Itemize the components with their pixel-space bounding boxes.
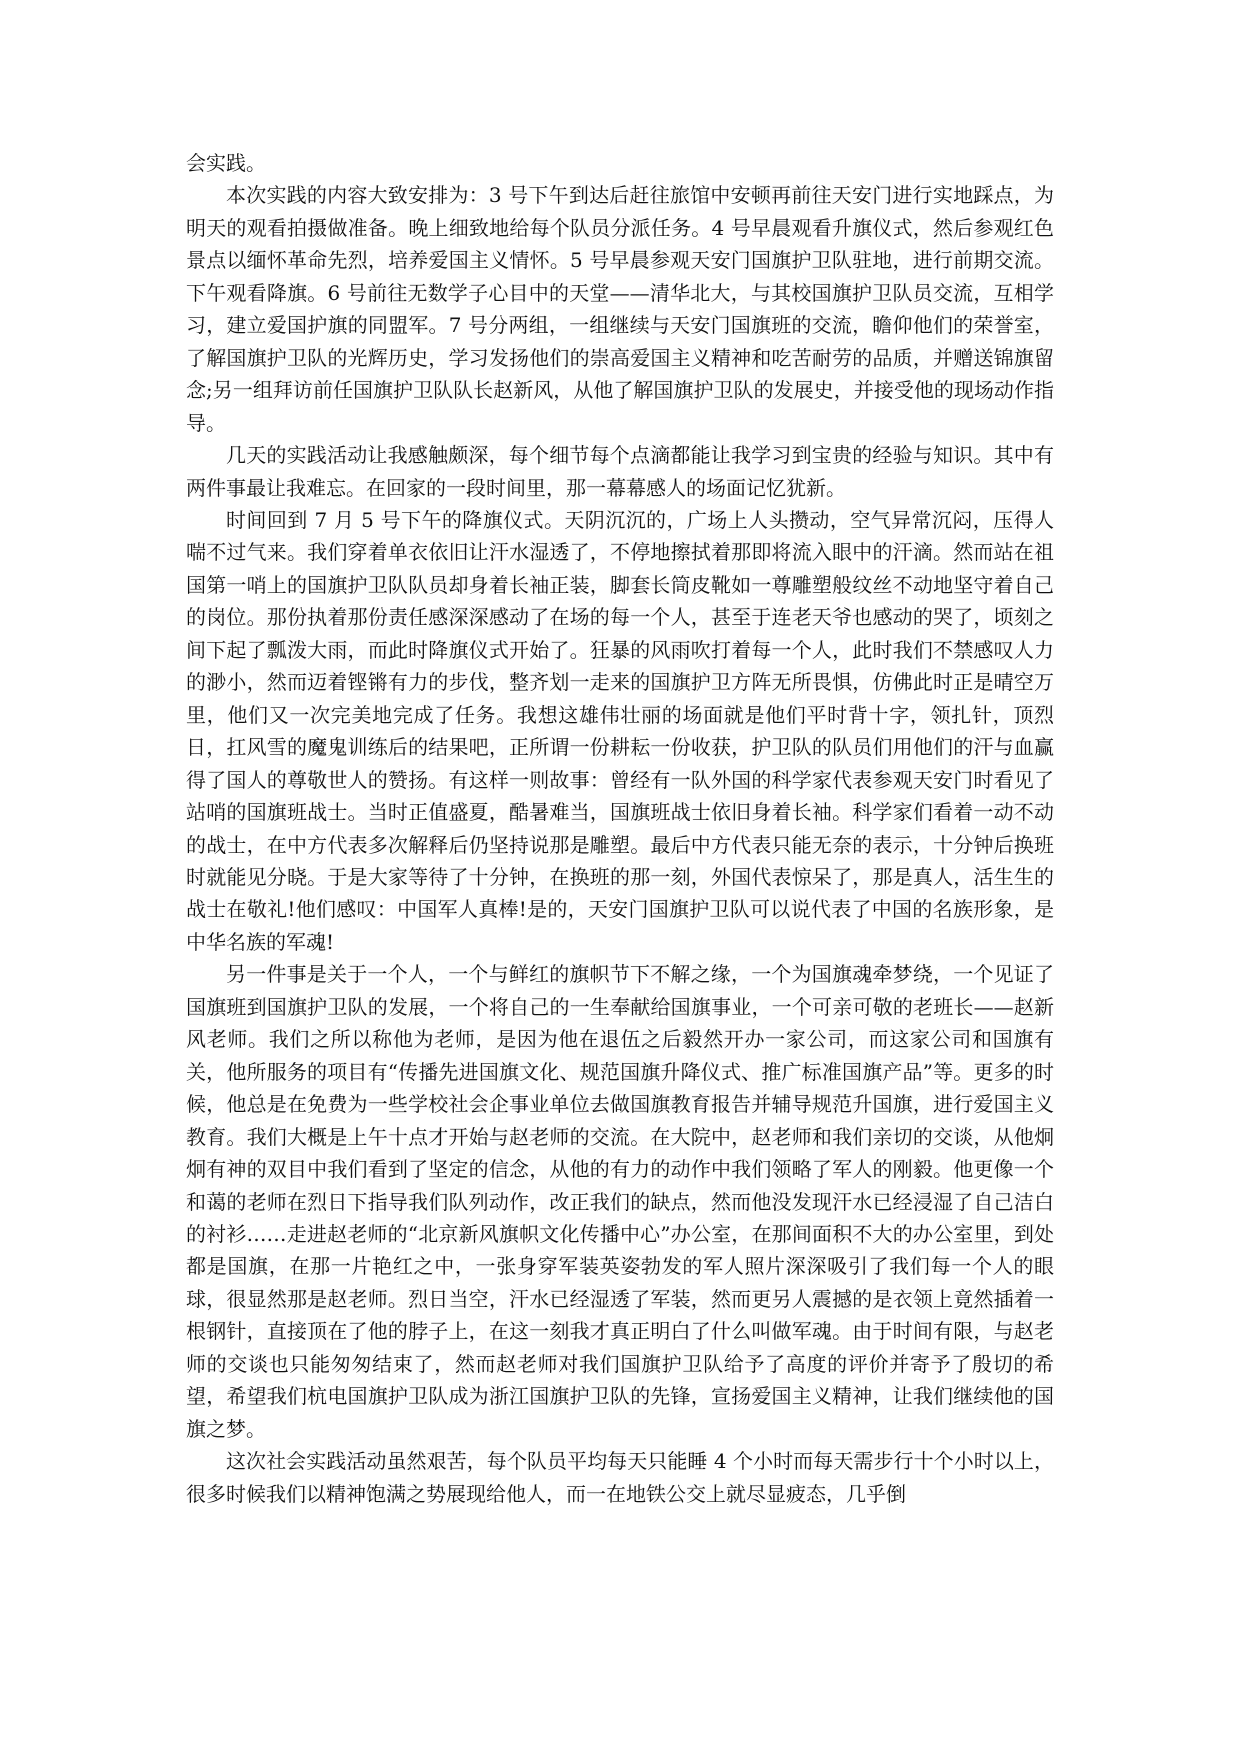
paragraph-impressions: 几天的实践活动让我感触颇深，每个细节每个点滴都能让我学习到宝贵的经验与知识。其中有两件事最让我难忘。在回家的一段时间里，那一幕幕感人的场面记忆犹新。 <box>186 443 1054 500</box>
paragraph-flag-lowering: 时间回到 7 月 5 号下午的降旗仪式。天阴沉沉的，广场上人头攒动，空气异常沉闷，压得人喘不过气来。我们穿着单衣依旧让汗水湿透了，不停地擦拭着那即将流入眼中的汗滴。然而站在祖国第一哨上的国旗护卫队队员却身着长袖正装，脚套长筒皮靴如一尊雕塑般纹丝不动地坚守着自己的岗位。那份执着那份责任感深深感动了在场的每一个人，甚至于连老天爷也感动的哭了，顷刻之间下起了瓢泼大雨，而此时降旗仪式开始了。狂暴的风雨吹打着每一个人，此时我们不禁感叹人力的渺小，然而迈着铿锵有力的步伐，整齐划一走来的国旗护卫方阵无所畏惧，仿佛此时正是晴空万里，他们又一次完美地完成了任务。我想这雄伟壮丽的场面就是他们平时背十字，领扎针，顶烈日，扛风雪的魔鬼训练后的结果吧，正所谓一份耕耘一份收获，护卫队的队员们用他们的汗与血赢得了国人的尊敬世人的赞扬。有这样一则故事：曾经有一队外国的科学家代表参观天安门时看见了站哨的国旗班战士。当时正值盛夏，酷暑难当，国旗班战士依旧身着长袖。科学家们看着一动不动的战士，在中方代表多次解释后仍坚持说那是雕塑。最后中方代表只能无奈的表示，十分钟后换班时就能见分晓。于是大家等待了十分钟，在换班的那一刻，外国代表惊呆了，那是真人，活生生的战士在敬礼!他们感叹：中国军人真棒!是的，天安门国旗护卫队可以说代表了中国的名族形象，是中华名族的军魂! <box>186 507 1054 954</box>
paragraph-continuation: 会实践。 <box>186 151 266 175</box>
paragraph-hardship: 这次社会实践活动虽然艰苦，每个队员平均每天只能睡 4 个小时而每天需步行十个小时以上，很多时候我们以精神饱满之势展现给他人，而一在地铁公交上就尽显疲态，几乎倒 <box>186 1449 1054 1506</box>
paragraph-schedule: 本次实践的内容大致安排为：3 号下午到达后赶往旅馆中安顿再前往天安门进行实地踩点，为明天的观看拍摄做准备。晚上细致地给每个队员分派任务。4 号早晨观看升旗仪式，然后参观红色景点以缅怀革命先烈，培养爱国主义情怀。5 号早晨参观天安门国旗护卫队驻地，进行前期交流。下午观看降旗。6 号前往无数学子心目中的天堂——清华北大，与其校国旗护卫队员交流，互相学习，建立爱国护旗的同盟军。7 号分两组，一组继续与天安门国旗班的交流，瞻仰他们的荣誉室，了解国旗护卫队的光辉历史，学习发扬他们的崇高爱国主义精神和吃苦耐劳的品质，并赠送锦旗留念;另一组拜访前任国旗护卫队队长赵新风，从他了解国旗护卫队的发展史，并接受他的现场动作指导。 <box>186 183 1054 435</box>
document-body <box>186 147 1054 1510</box>
paragraph-zhao-xinfeng: 另一件事是关于一个人，一个与鲜红的旗帜节下不解之缘，一个为国旗魂牵梦绕，一个见证了国旗班到国旗护卫队的发展，一个将自己的一生奉献给国旗事业，一个可亲可敬的老班长——赵新风老师。我们之所以称他为老师，是因为他在退伍之后毅然开办一家公司，而这家公司和国旗有关，他所服务的项目有“传播先进国旗文化、规范国旗升降仪式、推广标准国旗产品”等。更多的时候，他总是在免费为一些学校社会企事业单位去做国旗教育报告并辅导规范升国旗，进行爱国主义教育。我们大概是上午十点才开始与赵老师的交流。在大院中，赵老师和我们亲切的交谈，从他炯炯有神的双目中我们看到了坚定的信念，从他的有力的动作中我们领略了军人的刚毅。他更像一个和蔼的老师在烈日下指导我们队列动作，改正我们的缺点，然而他没发现汗水已经浸湿了自己洁白的衬衫……走进赵老师的“北京新风旗帜文化传播中心”办公室，在那间面积不大的办公室里，到处都是国旗，在那一片艳红之中，一张身穿军装英姿勃发的军人照片深深吸引了我们每一个人的眼球，很显然那是赵老师。烈日当空，汗水已经湿透了军装，然而更另人震撼的是衣领上竟然插着一根钢针，直接顶在了他的脖子上，在这一刻我才真正明白了什么叫做军魂。由于时间有限，与赵老师的交谈也只能匆匆结束了，然而赵老师对我们国旗护卫队给予了高度的评价并寄予了殷切的希望，希望我们杭电国旗护卫队成为浙江国旗护卫队的先锋，宣扬爱国主义精神，让我们继续他的国旗之梦。 <box>186 962 1054 1441</box>
